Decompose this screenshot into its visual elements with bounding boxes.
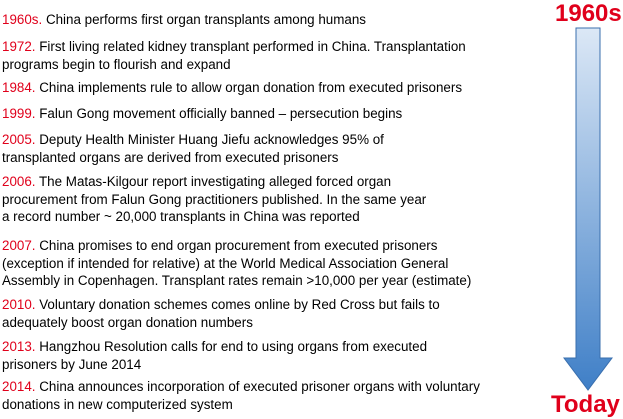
entry-year: 2010. xyxy=(2,297,36,312)
entry-text: China implements rule to allow organ donation from executed prisoners xyxy=(35,80,463,95)
entry-text: The Matas-Kilgour report investigating alleged forced organ xyxy=(35,174,392,189)
entry-text: Deputy Health Minister Huang Jiefu acknowledges 95% of xyxy=(35,132,384,147)
entry-text: China promises to end organ procurement from executed prisoners xyxy=(35,238,438,253)
entry-year: 2005. xyxy=(2,132,36,147)
timeline-end-label: Today xyxy=(551,391,620,418)
entry-year: 1972. xyxy=(2,39,36,54)
entry-text: China announces incorporation of executed prisoner organs with voluntary xyxy=(35,379,480,394)
entry-text: China performs first organ transplants among humans xyxy=(42,12,366,27)
entry-year: 1984. xyxy=(2,80,36,95)
entry-year: 2013. xyxy=(2,339,36,354)
entry-text-continued: (exception if intended for relative) at the World Medical Association General xyxy=(2,255,449,271)
entry-text-continued: procurement from Falun Gong practitioners published. In the same year xyxy=(2,191,427,207)
entry-text: Voluntary donation schemes comes online by Red Cross but fails to xyxy=(35,297,440,312)
entry-text-continued: programs begin to flourish and expand xyxy=(2,56,231,72)
entry-text: Hangzhou Resolution calls for end to using organs from executed xyxy=(35,339,428,354)
entry-year: 1999. xyxy=(2,106,36,121)
entry-text-continued: Assembly in Copenhagen. Transplant rates remain >10,000 per year (estimate) xyxy=(2,273,472,288)
entry-year: 2014. xyxy=(2,379,36,394)
entry-text-continued: donations in new computerized system xyxy=(2,396,233,412)
entry-text-continued: transplanted organs are derived from executed prisoners xyxy=(2,149,339,165)
timeline-start-label: 1960s xyxy=(555,0,622,27)
entry-text-continued: prisoners by June 2014 xyxy=(2,356,142,372)
entry-year: 2007. xyxy=(2,238,36,253)
entry-text-continued: adequately boost organ donation numbers xyxy=(2,314,253,330)
entry-text: First living related kidney transplant performed in China. Transplantation xyxy=(35,39,466,54)
entry-text: Falun Gong movement officially banned – persecution begins xyxy=(35,106,403,121)
entry-text-continued: a record number ~ 20,000 transplants in China was reported xyxy=(2,209,360,224)
down-arrow-shape xyxy=(564,28,612,390)
entry-year: 2006. xyxy=(2,174,36,189)
entry-year: 1960s. xyxy=(2,12,43,27)
